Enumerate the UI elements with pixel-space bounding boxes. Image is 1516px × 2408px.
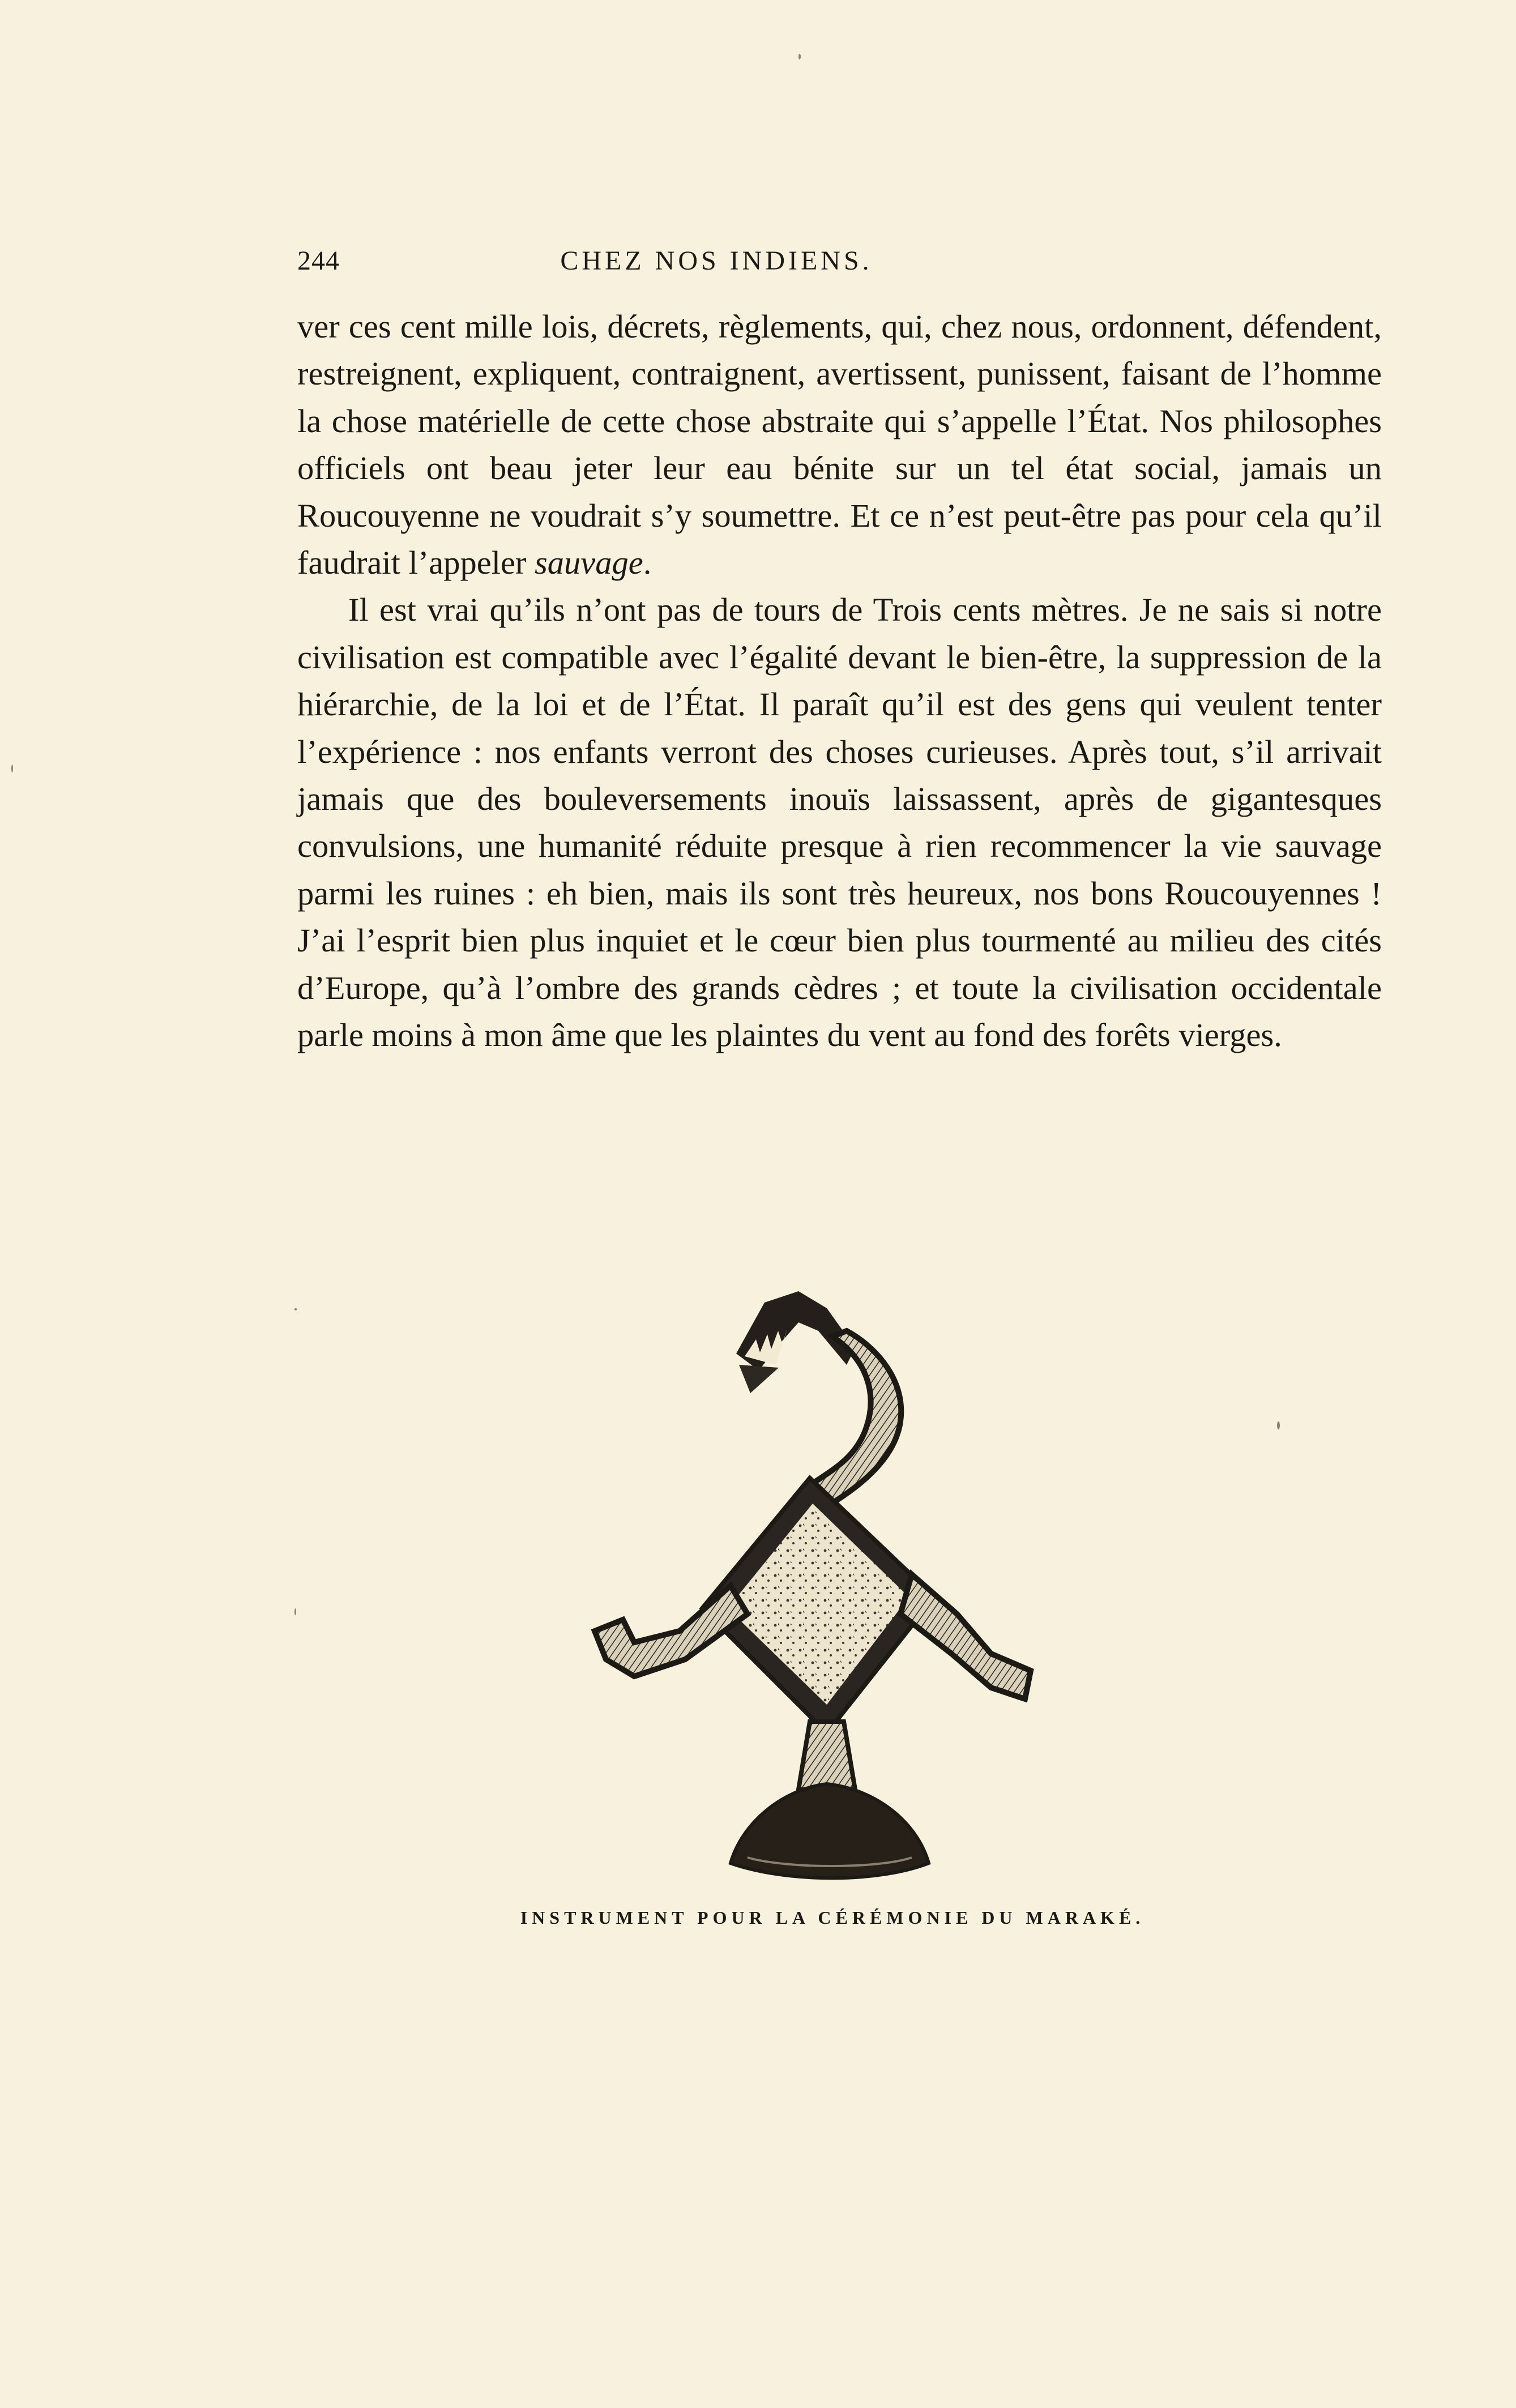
page-number: 244 (297, 246, 340, 276)
carved-instrument-icon (561, 1223, 1104, 1903)
right-arm (900, 1574, 1031, 1699)
paragraph-text: ver ces cent mille lois, décrets, règlements, qui, chez nous, ordonnent, défendent, restreignent, expliquent, contraignent, avertissent, punissent, faisant de l’homme la chose matérielle de cette chose abstraite qui s’appelle l’État. Nos philosophes officiels ont beau jeter leur eau bénite sur un tel état social, jamais un Roucouyenne ne voudrait s’y soumettre. Et ce n’est peut-être pas pour cela qu’il faudrait l’appeler (297, 308, 1382, 582)
emphasis-word: sauvage (535, 544, 643, 582)
running-head (297, 241, 1090, 286)
paragraph-text-end: . (643, 544, 652, 582)
left-arm (595, 1586, 748, 1676)
figure-illustration (561, 1223, 1104, 1903)
paper-speck (798, 54, 801, 59)
paragraph: Il est vrai qu’ils n’ont pas de tours de Trois cents mètres. Je ne sais si notre civilisation est compatible avec l’égalité devant le bien-être, la suppression de la hiérarchie, de la loi et de l’État. Il paraît qu’il est des gens qui veulent tenter l’expérience : nos enfants verront des choses curieuses. Après tout, s’il arrivait jamais que des bouleversements inouïs laissassent, après de gigantesques convulsions, une humanité réduite presque à rien recommencer la vie sauvage parmi les ruines : eh bien, mais ils sont très heureux, nos bons Roucouyennes ! J’ai l’esprit bien plus inquiet et le cœur bien plus tourmenté au milieu des cités d’Europe, qu’à l’ombre des grands cèdres ; et toute la civilisation occidentale parle moins à mon âme que les plaintes du vent au fond des forêts vierges. (297, 591, 1382, 1054)
paper-speck (11, 765, 13, 772)
running-title: CHEZ NOS INDIENS. (560, 246, 873, 276)
paper-speck (294, 1308, 297, 1310)
neck (804, 1331, 901, 1506)
diamond-panel (728, 1504, 909, 1705)
figure-caption: INSTRUMENT POUR LA CÉRÉMONIE DU MARAKÉ. (520, 1907, 1145, 1928)
paper-speck (294, 1608, 296, 1615)
base (731, 1784, 929, 1878)
paper-speck (1277, 1421, 1280, 1429)
body-text (297, 303, 1382, 1059)
stem (798, 1722, 855, 1790)
paragraph-continued (297, 303, 1382, 586)
